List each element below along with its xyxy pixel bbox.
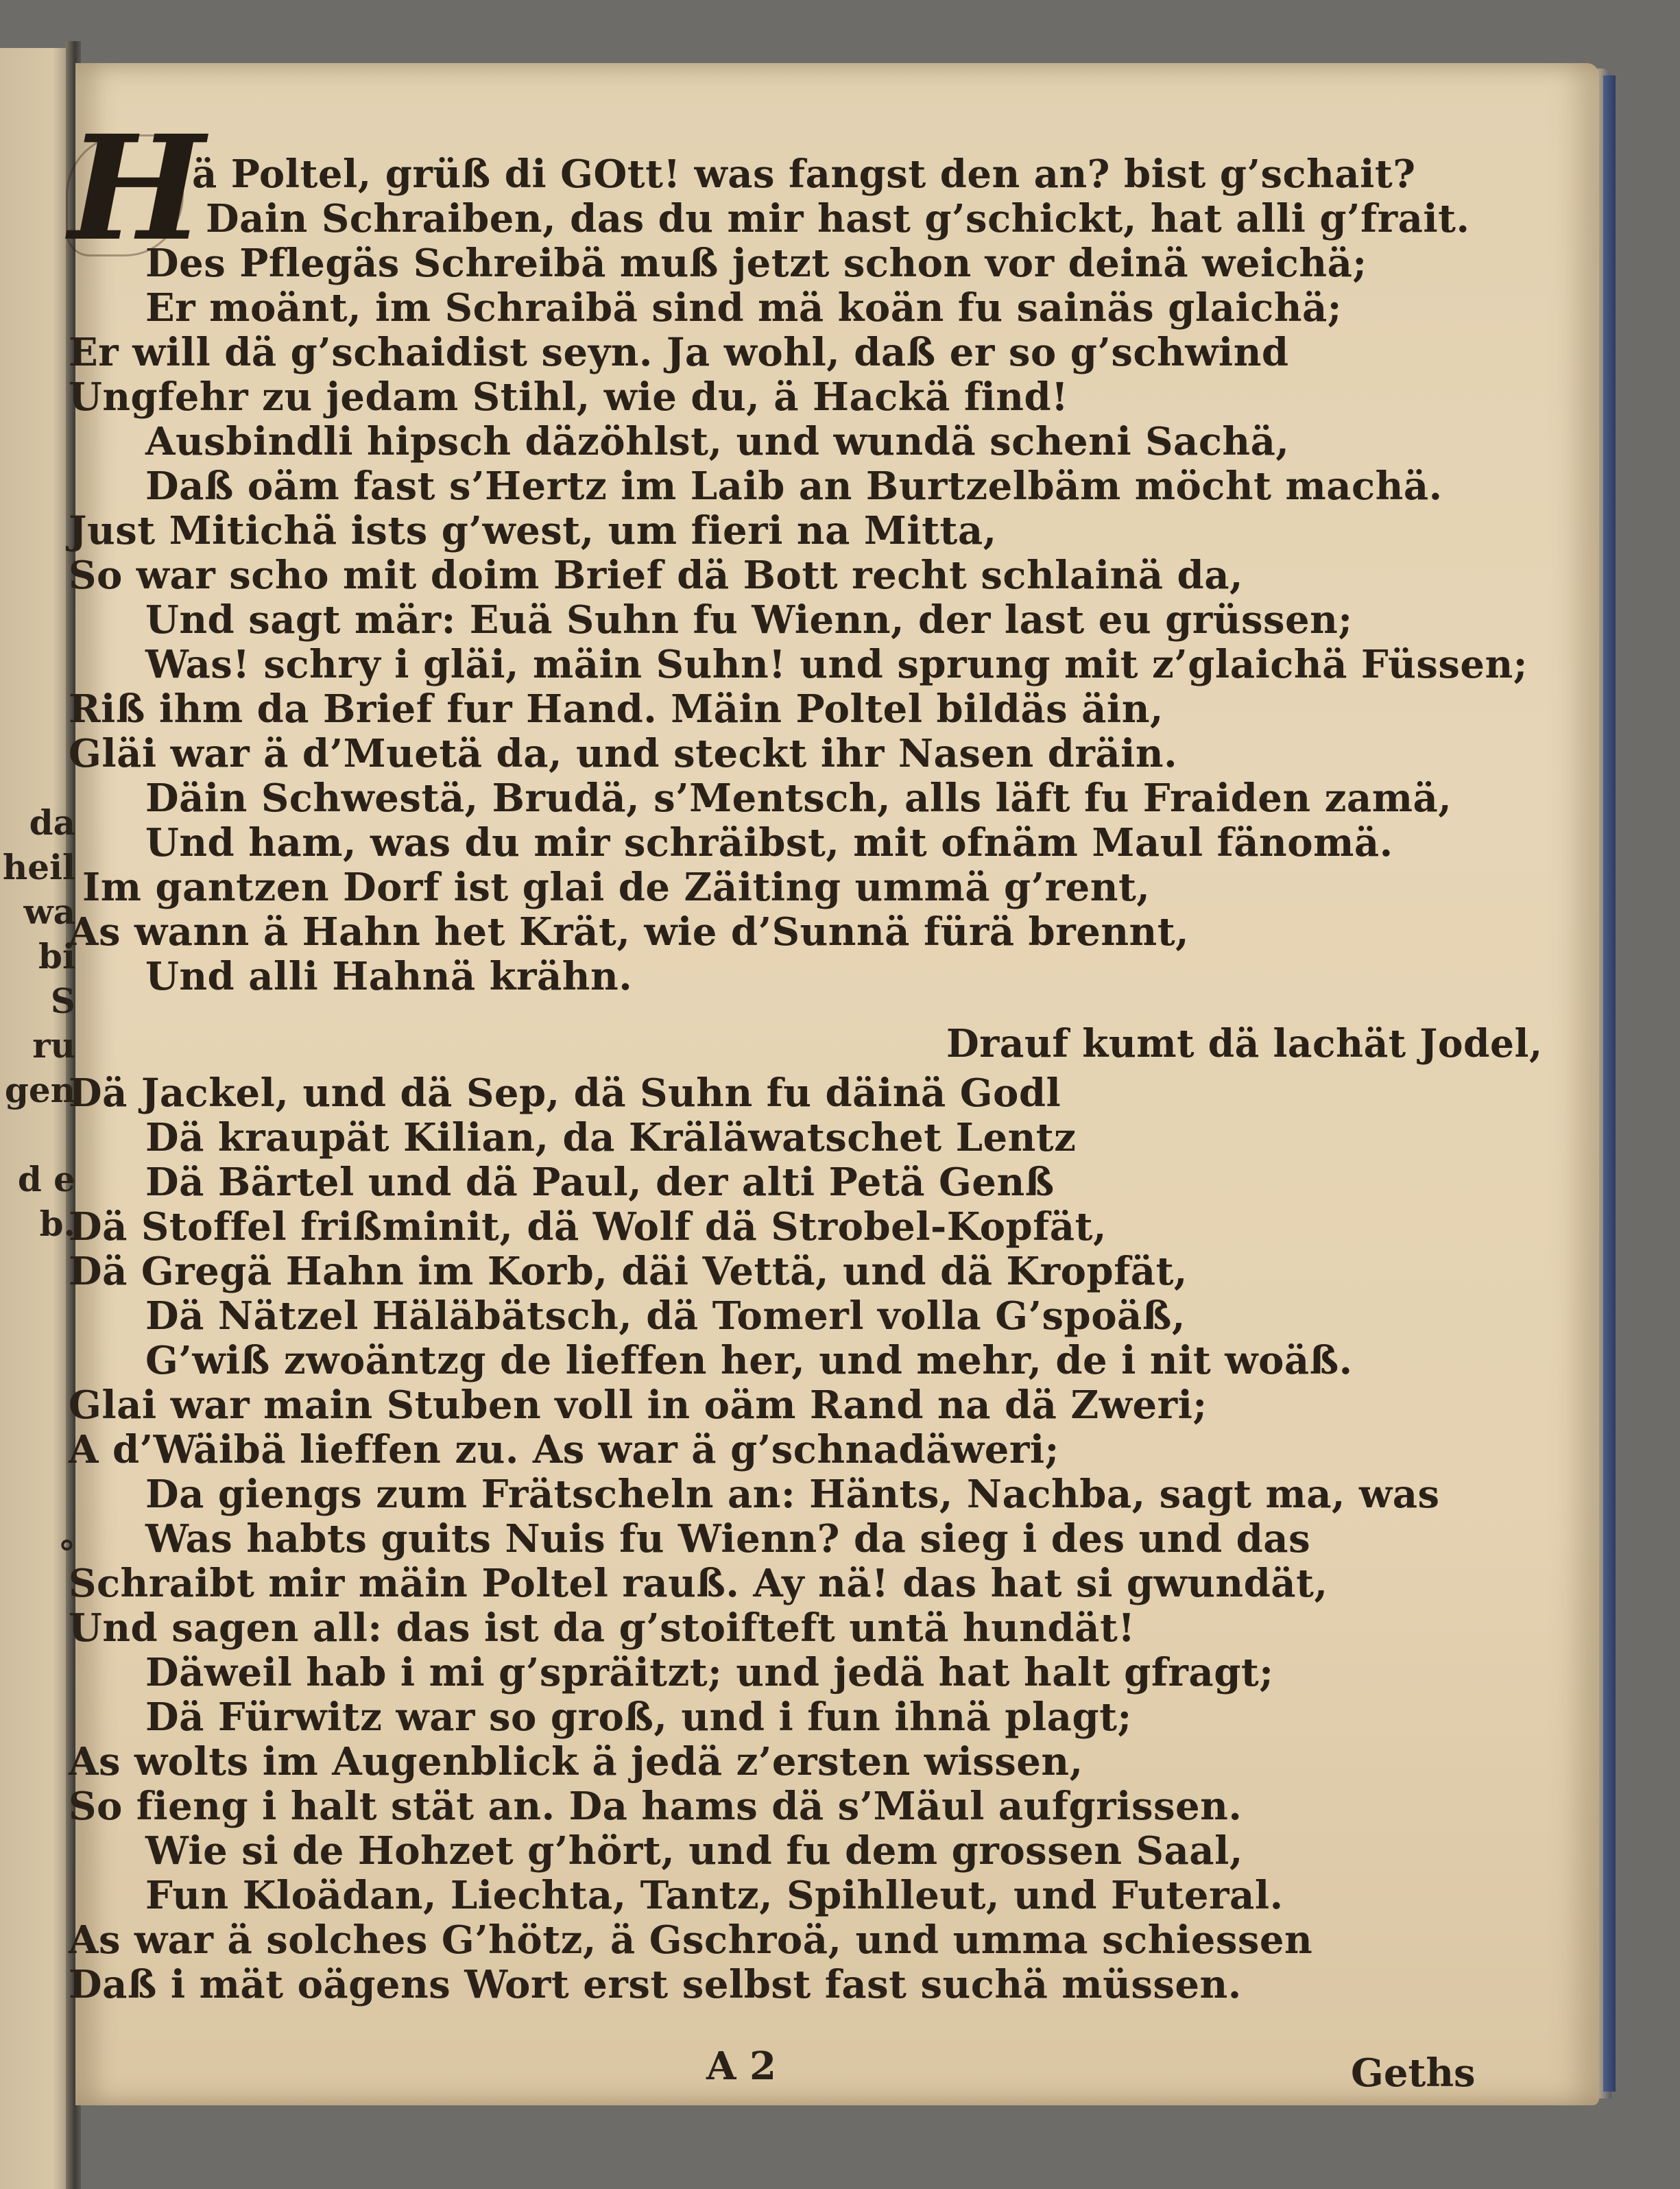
text-line: So fieng i halt stät an. Da hams dä s’Mäul aufgrissen. [69, 1784, 1243, 1829]
text-line: Dä Nätzel Häläbätsch, dä Tomerl volla G’spoäß, [145, 1293, 1186, 1339]
left-page-fragment: ° [58, 1533, 75, 1573]
text-line: So war scho mit doim Brief dä Bott recht schlainä da, [69, 553, 1243, 598]
text-line: Er will dä g’schaidist seyn. Ja wohl, daß er so g’schwind [69, 330, 1289, 375]
drop-cap-initial: H [69, 104, 205, 273]
text-line: Was habts guits Nuis fu Wienn? da sieg i des und das [145, 1516, 1311, 1562]
text-line: Schraibt mir mäin Poltel rauß. Ay nä! das hat si gwundät, [69, 1561, 1328, 1606]
text-line: Und alli Hahnä krähn. [145, 954, 633, 999]
left-page-fragment: S [50, 981, 75, 1021]
text-line: Ungfehr zu jedam Stihl, wie du, ä Hackä find! [69, 374, 1069, 420]
text-line: Dä Fürwitz war so groß, und i fun ihnä plagt; [145, 1695, 1132, 1740]
left-page-fragment: da [29, 802, 75, 843]
text-line: As wann ä Hahn het Krät, wie d’Sunnä fürä brennt, [69, 909, 1190, 955]
text-line: Dä Gregä Hahn im Korb, däi Vettä, und dä Kropfät, [69, 1249, 1188, 1294]
book-cover-edge [1603, 75, 1616, 2092]
text-line: ä Poltel, grüß di GOtt! was fangst den an? bist g’schait? [192, 152, 1416, 197]
text-line: G’wiß zwoäntzg de lieffen her, und mehr, de i nit woäß. [145, 1338, 1353, 1383]
left-page-fragment: d e [17, 1159, 75, 1199]
text-line: Daß oäm fast s’Hertz im Laib an Burtzelbäm möcht machä. [145, 464, 1443, 509]
left-page-fragment: wa [23, 892, 75, 932]
text-line: Gläi war ä d’Muetä da, und steckt ihr Nasen dräin. [69, 731, 1178, 776]
left-page-fragment: gen [4, 1070, 75, 1110]
text-line: As war ä solches G’hötz, ä Gschroä, und umma schiessen [69, 1917, 1313, 1963]
text-line: As wolts im Augenblick ä jedä z’ersten wissen, [69, 1739, 1083, 1784]
text-line: A d’Wäibä lieffen zu. As war ä g’schnadäweri; [69, 1427, 1059, 1472]
text-line: Just Mitichä ists g’west, um fieri na Mitta, [69, 508, 997, 553]
text-line: Ausbindli hipsch däzöhlst, und wundä scheni Sachä, [145, 419, 1290, 464]
left-page-fragment: b. [39, 1204, 75, 1244]
text-line: Dä Bärtel und dä Paul, der alti Petä Genß [145, 1160, 1055, 1205]
left-page-fragment: bi [38, 936, 75, 977]
left-page-fragment: ru [32, 1025, 75, 1066]
text-line: Däin Schwestä, Brudä, s’Mentsch, alls läft fu Fraiden zamä, [145, 776, 1452, 821]
text-line: Und ham, was du mir schräibst, mit ofnäm Maul fänomä. [145, 820, 1393, 865]
text-line: Wie si de Hohzet g’hört, und fu dem grossen Saal, [145, 1828, 1243, 1874]
text-line: Dain Schraiben, das du mir hast g’schickt, hat alli g’frait. [206, 196, 1470, 241]
catchword: Geths [1351, 2050, 1476, 2096]
left-page-fragment: heil [2, 847, 75, 887]
text-line: Und sagen all: das ist da g’stoifteft untä hundät! [69, 1605, 1136, 1651]
text-line: Und sagt mär: Euä Suhn fu Wienn, der last eu grüssen; [145, 597, 1353, 643]
text-line: Dä Stoffel frißminit, dä Wolf dä Strobel-Kopfät, [69, 1204, 1107, 1249]
text-line: Dä kraupät Kilian, da Kräläwatschet Lentz [145, 1115, 1077, 1160]
text-line: Da giengs zum Frätscheln an: Hänts, Nachba, sagt ma, was [145, 1472, 1440, 1517]
text-line: Riß ihm da Brief fur Hand. Mäin Poltel bildäs äin, [69, 686, 1164, 732]
text-line: Daß i mät oägens Wort erst selbst fast suchä müssen. [69, 1962, 1242, 2007]
text-line: Drauf kumt dä lachät Jodel, [946, 1021, 1543, 1066]
signature-mark: A 2 [706, 2044, 776, 2089]
text-line: Glai war main Stuben voll in oäm Rand na dä Zweri; [69, 1383, 1208, 1428]
text-line: Dä Jackel, und dä Sep, dä Suhn fu däinä Godl [69, 1070, 1061, 1116]
text-line: Im gantzen Dorf ist glai de Zäiting ummä g’rent, [82, 865, 1151, 910]
text-line: Was! schry i gläi, mäin Suhn! und sprung mit z’glaichä Füssen; [145, 642, 1528, 687]
text-line: Fun Kloädan, Liechta, Tantz, Spihlleut, und Futeral. [145, 1873, 1284, 1918]
text-line: Des Pflegäs Schreibä muß jetzt schon vor deinä weichä; [145, 241, 1367, 286]
left-page-edge [0, 48, 75, 2189]
text-line: Däweil hab i mi g’spräitzt; und jedä hat halt gfragt; [145, 1650, 1274, 1695]
text-line: Er moänt, im Schraibä sind mä koän fu sainäs glaichä; [145, 285, 1342, 331]
